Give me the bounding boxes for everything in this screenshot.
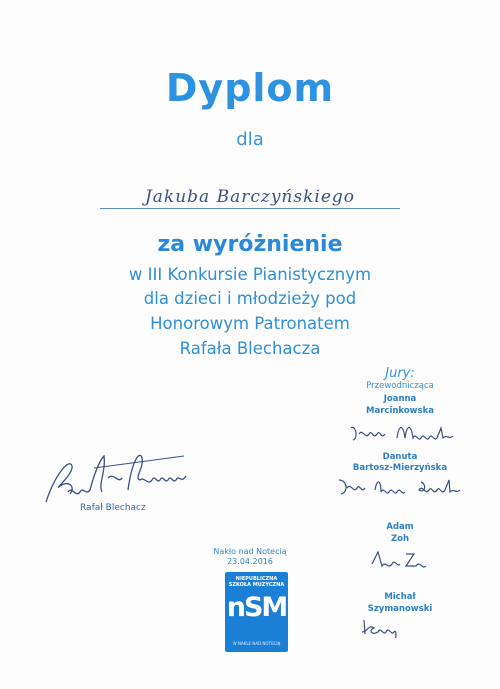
jury-name: Zoh — [390, 534, 410, 544]
jury-name: Adam — [386, 522, 414, 532]
logo-mark: nSM — [226, 592, 287, 623]
school-logo — [225, 572, 288, 652]
date-text: 23.04.2016 — [227, 557, 273, 566]
description-line: dla dzieci i młodzieży pod — [143, 289, 357, 308]
logo-bottom-text: W NAKLE NAD NOTECIĄ — [232, 641, 281, 646]
jury-signature-1 — [345, 420, 485, 446]
jury-name: Michał — [384, 592, 416, 602]
jury-name: Danuta — [382, 452, 418, 462]
description-line: w III Konkursie Pianistycznym — [128, 265, 372, 284]
jury-name: Bartosz-Mierzyńska — [352, 463, 448, 473]
award-heading: za wyróżnienie — [157, 232, 343, 257]
description-line: Rafała Blechacza — [179, 339, 321, 358]
patron-name-label: Rafał Blechacz — [80, 503, 146, 513]
name-underline — [100, 208, 400, 209]
jury-signature-4 — [360, 616, 420, 638]
diploma-title: Dyplom — [165, 66, 335, 110]
place-text: Nakło nad Notecią — [213, 547, 287, 556]
jury-name: Marcinkowska — [366, 406, 434, 416]
recipient-name: Jakuba Barczyńskiego — [144, 187, 356, 207]
jury-name: Szymanowski — [367, 604, 433, 614]
place-date — [200, 547, 300, 567]
description-line: Honorowym Patronatem — [150, 314, 350, 333]
logo-top-text: NIEPUBLICZNA SZKOŁA MUZYCZNA — [228, 576, 285, 588]
jury-signature-2 — [335, 474, 480, 498]
jury-signature-3 — [368, 548, 448, 570]
jury-name: Joanna — [383, 394, 417, 404]
jury-title: Jury: — [385, 366, 415, 381]
for-label: dla — [236, 129, 264, 150]
jury-role: Przewodnicząca — [366, 381, 434, 391]
